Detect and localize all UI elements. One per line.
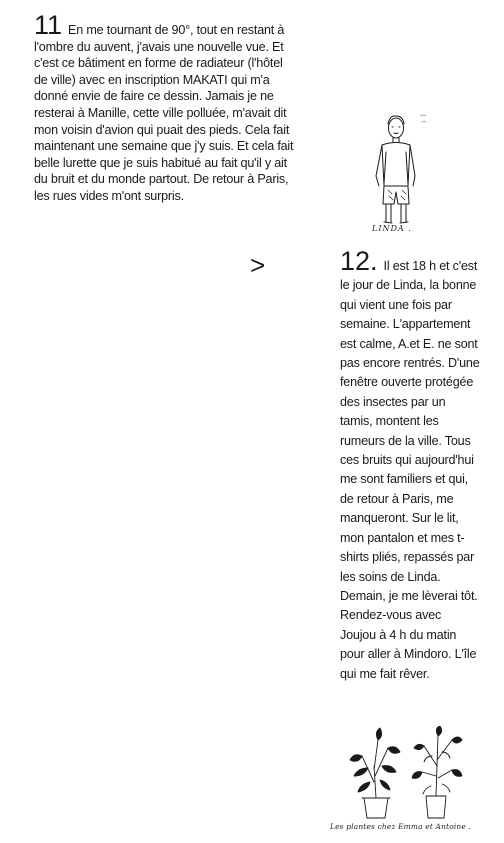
linda-sketch	[358, 100, 438, 240]
entry-number-11: 11	[34, 10, 63, 40]
next-arrow: >	[250, 250, 266, 280]
entry-number-12: 12.	[340, 246, 378, 276]
entry-12-text: Il est 18 h et c'est le jour de Linda, la bonne qui vient une fois par semaine. L'appartement est calme, A.et E. ne sont pas encore rentrés. D'une fenêtre ouverte protégée des insectes par un tamis, montent les rumeurs de la ville. Tous ces bruits qui aujourd'hui me sont familiers et qui, de retour à Paris, me manqueront. Sur le lit, mon pantalon et mes t-shirts pliés, repassés par les soins de Linda. Demain, je me lèverai tôt. Rendez-vous avec Joujou à 4 h du matin pour aller à Mindoro. L'île qui me fait rêver.	[340, 259, 480, 681]
entry-12	[340, 246, 480, 684]
entry-11-text: En me tournant de 90°, tout en restant à l'ombre du auvent, j'avais une nouvelle vue. Et c'est ce bâtiment en forme de radiateur (l'hôtel de ville) avec en inscription MAKATI qui m'a donné envie de faire ce dessin. Jamais je ne resterai à Manille, cette ville polluée, m'avait dit mon voisin d'avion qui puait des pieds. Cela fait maintenant une semaine que j'y suis. Et cela fait belle lurette que je suis habitué au fait qu'il y ait du bruit et du monde partout. De retour à Paris, les rues vides m'ont surpris.	[34, 23, 294, 203]
entry-11	[34, 10, 296, 205]
plants-caption: Les plantes chez Emma et Antoine .	[330, 822, 472, 831]
linda-caption: LINDA .	[372, 224, 412, 233]
